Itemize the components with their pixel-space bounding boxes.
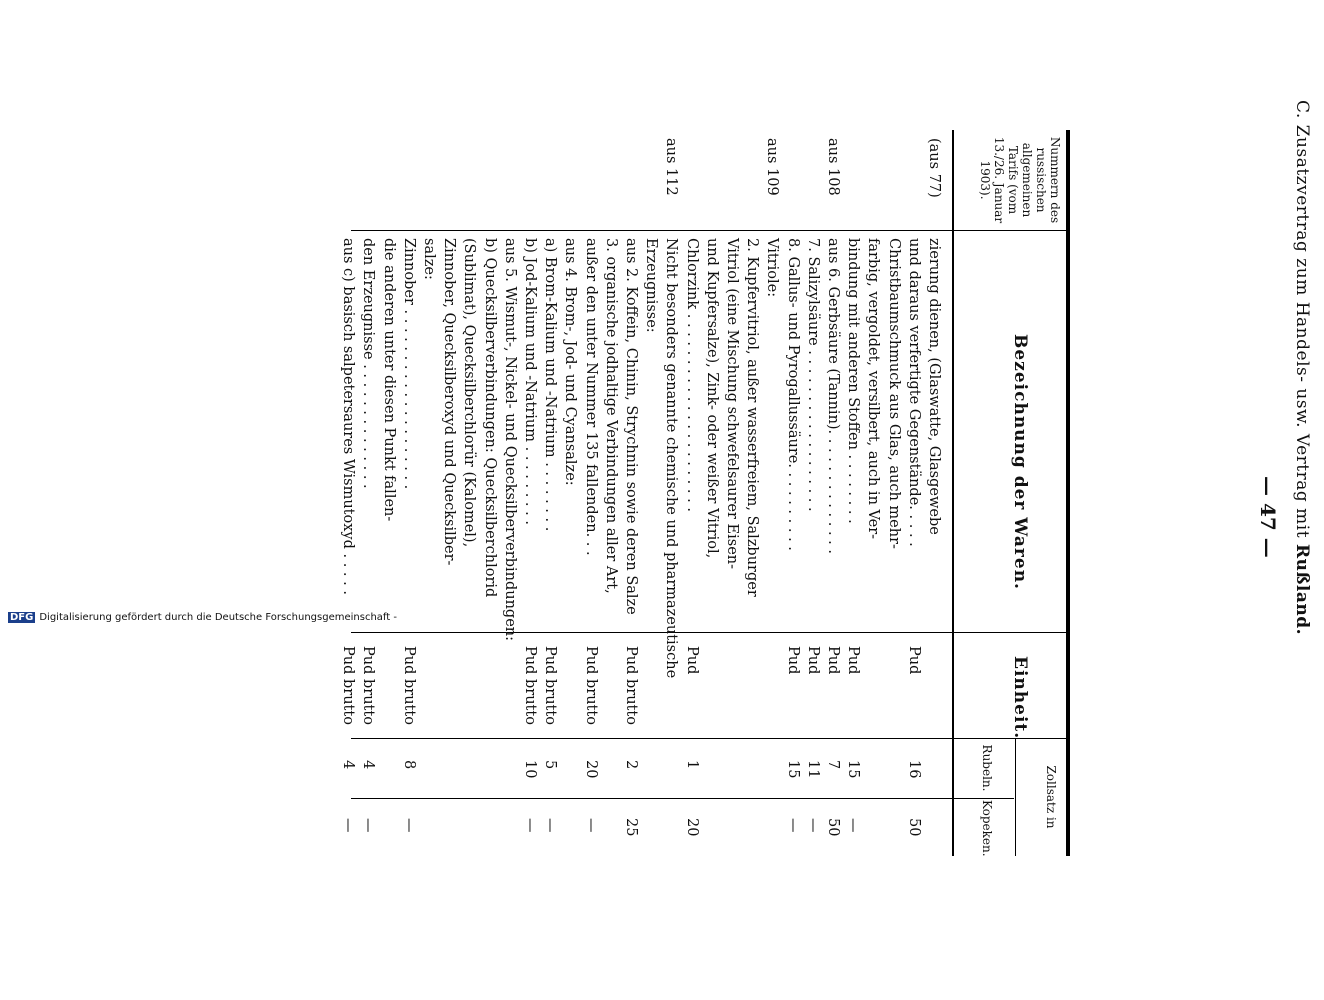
row-unit: Pud brutto xyxy=(522,646,538,725)
row-rubles: 8 xyxy=(401,760,417,770)
row-goods: a) Brom-Kalium und -Natrium . . . . . . . . xyxy=(542,238,558,532)
duty-subheader-rule xyxy=(1015,738,1016,856)
row-goods: und daraus verfertigte Gegenstände. . . . . xyxy=(906,238,922,547)
row-kopeks: 50 xyxy=(906,818,922,837)
row-kopeks: — xyxy=(583,818,599,833)
row-rubles: 5 xyxy=(542,760,558,770)
row-rubles: 4 xyxy=(360,760,376,770)
row-kopeks: — xyxy=(542,818,558,833)
row-rubles: 11 xyxy=(805,760,821,779)
row-unit: Pud brutto xyxy=(583,646,599,725)
header-unit: Einheit. xyxy=(1010,656,1030,740)
row-goods: b) Quecksilberverbindungen: Quecksilberchlorid xyxy=(482,238,498,598)
row-goods: außer den unter Nummer 135 fallenden. . . xyxy=(583,238,599,556)
row-kopeks: — xyxy=(340,818,356,833)
column-divider xyxy=(351,230,1066,231)
row-goods: 2. Kupfervitriol, außer wasserfreiem, Salzburger xyxy=(744,238,760,597)
row-kopeks: — xyxy=(522,818,538,833)
row-unit: Pud brutto xyxy=(340,646,356,725)
row-goods: 3. organische jodhaltige Verbindungen aller Art, xyxy=(603,238,619,594)
row-goods: aus 4. Brom-, Jod- und Cyansalze: xyxy=(562,238,578,486)
header-duty: Zollsatz in xyxy=(1044,765,1058,829)
row-unit: Pud xyxy=(785,646,801,675)
row-goods: salze: xyxy=(421,238,437,280)
page-number: — 47 — xyxy=(1256,476,1280,558)
row-rubles: 2 xyxy=(623,760,639,770)
row-rubles: 1 xyxy=(684,760,700,770)
row-goods: Nicht besonders genannte chemische und pharmazeutische xyxy=(663,238,679,679)
row-kopeks: — xyxy=(401,818,417,833)
row-goods: aus c) basisch salpetersaures Wismutoxyd . . . . . xyxy=(340,238,356,595)
row-goods: Zinnober, Quecksilberoxyd und Quecksilber- xyxy=(441,238,457,566)
row-kopeks: — xyxy=(785,818,801,833)
row-unit: Pud xyxy=(906,646,922,675)
row-unit: Pud brutto xyxy=(401,646,417,725)
table-header-rule xyxy=(952,130,954,856)
row-rubles: 4 xyxy=(340,760,356,770)
header-number: Nummern des russischen allgemeinen Tarifs (vom 13./26. Januar 1903). xyxy=(978,136,1062,224)
row-unit: Pud xyxy=(845,646,861,675)
row-unit: Pud xyxy=(825,646,841,675)
row-number: aus 108 xyxy=(825,138,841,196)
row-goods: die anderen unter diesen Punkt fallen- xyxy=(381,238,397,522)
header-kopeks: Kopeken. xyxy=(980,800,994,857)
row-goods: b) Jod-Kalium und -Natrium . . . . . . . . . xyxy=(522,238,538,525)
row-kopeks: — xyxy=(845,818,861,833)
row-unit: Pud brutto xyxy=(360,646,376,725)
row-unit: Pud xyxy=(684,646,700,675)
row-goods: aus 5. Wismut-, Nickel- und Quecksilberverbindungen: xyxy=(502,238,518,641)
column-divider xyxy=(351,738,1066,739)
funding-note xyxy=(8,612,397,623)
row-unit: Pud brutto xyxy=(623,646,639,725)
table-top-rule xyxy=(1066,130,1070,856)
row-goods: bindung mit anderen Stoffen . . . . . . . . xyxy=(845,238,861,524)
header-rubles: Rubeln. xyxy=(980,744,994,792)
row-goods: Chlorzink . . . . . . . . . . . . . . . . . . . . . . xyxy=(684,238,700,512)
row-goods: Vitriole: xyxy=(764,238,780,298)
running-title xyxy=(1292,100,1312,635)
running-title-country: Rußland. xyxy=(1292,543,1312,636)
column-divider xyxy=(351,798,1014,799)
row-goods: Erzeugnisse: xyxy=(643,238,659,333)
row-goods: Zinnober . . . . . . . . . . . . . . . . . . . . xyxy=(401,238,417,490)
row-goods: aus 2. Koffein, Chinin, Strychnin sowie deren Salze xyxy=(623,238,639,615)
row-kopeks: — xyxy=(805,818,821,833)
row-kopeks: 25 xyxy=(623,818,639,837)
row-rubles: 7 xyxy=(825,760,841,770)
row-goods: farbig, vergoldet, versilbert, auch in Ver- xyxy=(865,238,881,540)
row-goods: und Kupfersalze), Zink- oder weißer Vitriol, xyxy=(704,238,720,559)
row-goods: den Erzeugnisse . . . . . . . . . . . . . . xyxy=(360,238,376,489)
row-goods: Christbaumschmuck aus Glas, auch mehr- xyxy=(886,238,902,549)
row-goods: zierung dienen, (Glaswatte, Glasgewebe xyxy=(926,238,942,535)
row-goods: (Sublimat), Quecksilberchlorür (Kalomel), xyxy=(461,238,477,548)
running-title-text: C. Zusatzvertrag zum Handels- usw. Vertrag mit xyxy=(1292,100,1312,539)
row-rubles: 10 xyxy=(522,760,538,779)
row-number: aus 109 xyxy=(764,138,780,196)
row-goods: aus 6. Gerbsäure (Tannin). . . . . . . . . . . . . . xyxy=(825,238,841,555)
row-kopeks: 20 xyxy=(684,818,700,837)
row-goods: 8. Gallus- und Pyrogallussäure. . . . . . . . . . xyxy=(785,238,801,551)
row-goods: 7. Salizylsäure . . . . . . . . . . . . . . . . . . xyxy=(805,238,821,512)
row-rubles: 15 xyxy=(845,760,861,779)
row-goods: Vitriol (eine Mischung schwefelsaurer Eisen- xyxy=(724,238,740,570)
row-kopeks: 50 xyxy=(825,818,841,837)
funding-text: Digitalisierung gefördert durch die Deutsche Forschungsgemeinschaft - xyxy=(39,612,397,623)
row-unit: Pud brutto xyxy=(542,646,558,725)
row-rubles: 15 xyxy=(785,760,801,779)
row-number: aus 112 xyxy=(663,138,679,196)
row-rubles: 20 xyxy=(583,760,599,779)
header-goods: Bezeichnung der Waren. xyxy=(1010,334,1030,590)
row-rubles: 16 xyxy=(906,760,922,779)
row-unit: Pud xyxy=(805,646,821,675)
column-divider xyxy=(351,632,1066,633)
row-number: (aus 77) xyxy=(926,138,942,198)
dfg-logo: DFG xyxy=(10,612,34,623)
row-kopeks: — xyxy=(360,818,376,833)
